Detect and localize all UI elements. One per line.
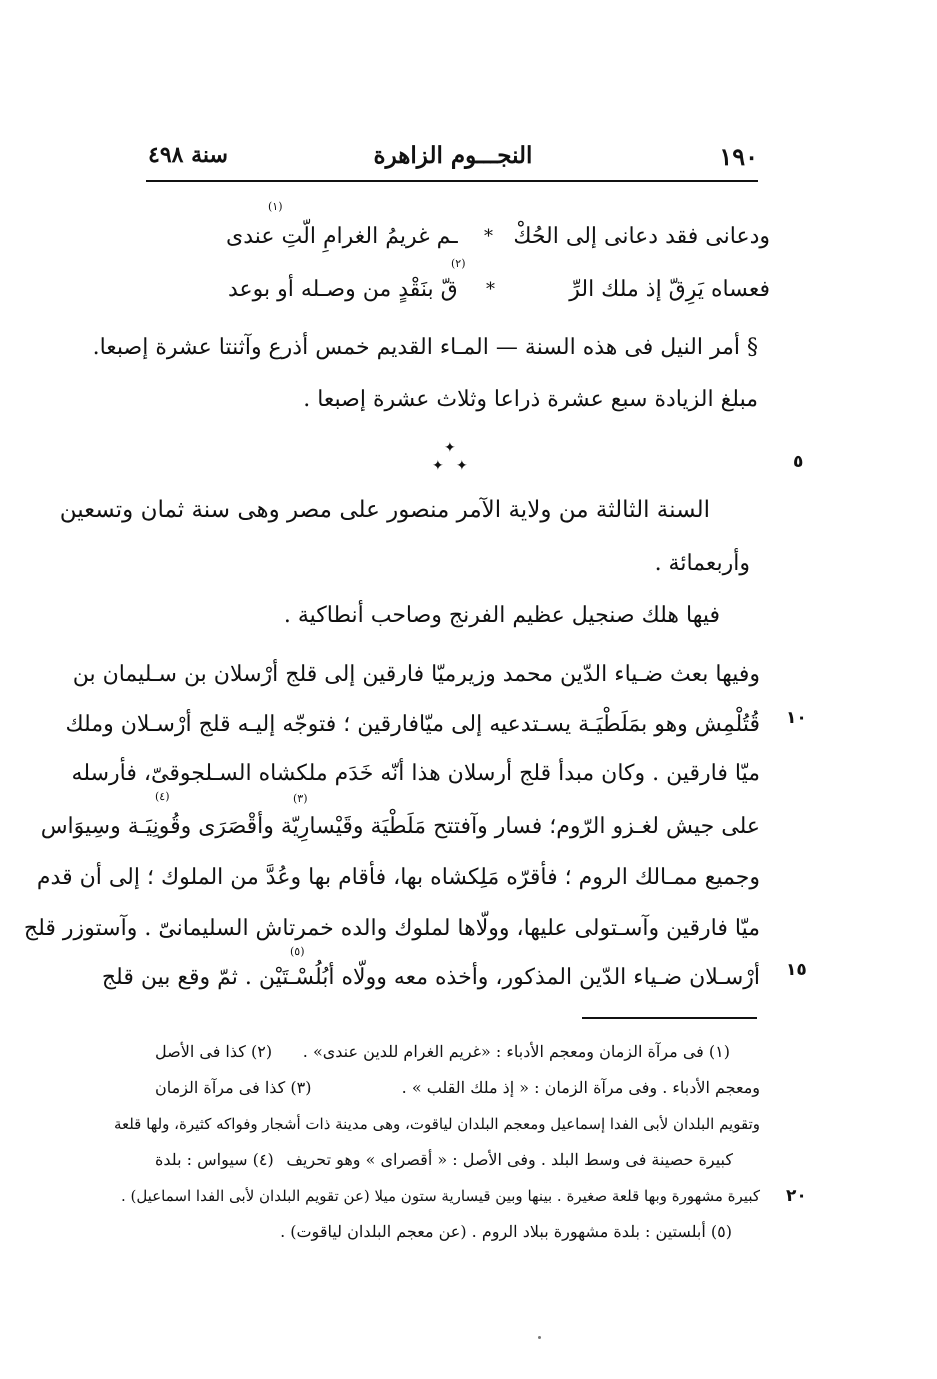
section-stars <box>432 440 472 480</box>
nile-line-2: مبلغ الزيادة سبع عشرة ذراعا وثلاث عشرة إصبعا . <box>303 387 758 412</box>
footnote-line-1 <box>155 1040 730 1066</box>
paragraph-2-line-5: وجميع ممـالك الروم ؛ فأقرّه مَلِكشاه بها، فأقام بها وعُدَّ من الملوك ؛ إلى أن قدم <box>36 865 760 890</box>
footnote-mark-3: (٣) <box>293 792 308 805</box>
running-year: سنة ٤٩٨ <box>148 142 228 168</box>
star-right: ✦ <box>456 458 468 474</box>
footnote-line-2 <box>155 1076 760 1102</box>
verse-1-first-hemistich: ودعانى فقد دعانى إلى الحُكْ <box>513 224 770 249</box>
footnote-2-end: ومعجم الأدباء . وفى مرآة الزمان : « إذ ملك القلب » . <box>401 1078 760 1097</box>
footnote-line-5: كبيرة مشهورة وبها قلعة صغيرة . بينها وبين قيسارية ستون ميلا (عن تقويم البلدان لأبى الفدا اسماعيل) . <box>120 1187 760 1205</box>
nile-line-1: § أمر النيل فى هذه السنة — المـاء القديم خمس أذرع وآثنتا عشرة إصبعا. <box>92 335 758 360</box>
paragraph-1: فيها هلك صنجيل عظيم الفرنج وصاحب أنطاكية . <box>283 603 720 628</box>
margin-line-number: ٢٠ <box>786 1186 807 1206</box>
verse-2-first-hemistich: فعساه يَرِقّ إذ ملك الرِّ <box>569 277 770 302</box>
header-rule <box>146 180 758 182</box>
paragraph-2-line-2: قُتُلْمِش وهو بمَلَطْيَـة يسـتدعيه إلى ميّافارقين ؛ فتوجّه إليـه قلج أرْسـلان وملك <box>65 712 760 737</box>
footnote-1: (١) فى مرآة الزمان ومعجم الأدباء : «غريم الغرام للدين عندى» . <box>302 1042 730 1061</box>
margin-line-number: ١٥ <box>786 960 807 980</box>
footnote-mark-1: (١) <box>268 200 283 213</box>
margin-line-number: ١٠ <box>786 708 807 728</box>
star-left: ✦ <box>432 458 444 474</box>
paragraph-2-line-4: على جيش لغـزو الرّوم؛ فسار وآفتتح مَلَطْيَة وقَيْسارِيّة وأقْصَرَى وقُونِيَـة وسِيوَاس <box>40 814 760 839</box>
paragraph-2-line-1: وفيها بعث ضـياء الدّين محمد وزيرميّا فارقين إلى قلج أرْسلان بن سـليمان بن <box>72 662 760 687</box>
footnote-rule <box>582 1017 757 1019</box>
paragraph-2-line-6: ميّا فارقين وآسـتولى عليها، وولّاها لملوك والده خمرتاش السليمانىّ . وآستوزر قلج <box>23 916 760 941</box>
paper-speck <box>538 1336 541 1339</box>
footnote-3-start: (٣) كذا فى مرآة الزمان <box>155 1078 312 1097</box>
footnote-5: (٥) أبلستين : بلدة مشهورة ببلاد الروم . (عن معجم البلدان لياقوت) . <box>280 1222 732 1241</box>
footnote-2-start: (٢) كذا فى الأصل <box>155 1042 273 1061</box>
footnote-4-start: (٤) سيواس : بلدة <box>155 1150 274 1169</box>
footnote-line-3: وتقويم البلدان لأبى الفدا إسماعيل ومعجم البلدان لياقوت، وهى مدينة ذات أشجار وفواكه كثيرة، ولها قلعة <box>113 1115 760 1133</box>
verse-separator: * <box>486 279 495 300</box>
footnote-3-end: كبيرة حصينة فى وسط البلد . وفى الأصل : « أقصراى » وهو تحريف <box>286 1150 733 1169</box>
footnote-mark-5: (٥) <box>290 945 305 958</box>
verse-2-second-hemistich: قّ بنَقْدٍ من وصـله أو بوعد <box>228 277 458 302</box>
paragraph-2-line-7: أرْسـلان ضـياء الدّين المذكور، وأخذه معه وولّاه أبُلُسْـتَيْن . ثمّ وقع بين قلج <box>101 965 760 990</box>
star-top: ✦ <box>444 440 456 456</box>
verse-1-second-hemistich: ـم غريمُ الغرامِ الّتِ عندى <box>226 224 458 249</box>
footnote-line-4 <box>155 1148 733 1174</box>
footnote-mark-2: (٢) <box>451 257 466 270</box>
verse-2 <box>228 275 770 307</box>
footnote-mark-4: (٤) <box>155 790 170 803</box>
page-number: ١٩٠ <box>719 142 758 171</box>
page-header <box>148 142 758 178</box>
paragraph-2-line-3: ميّا فارقين . وكان مبدأ قلج أرسلان هذا أنّه خَدَم ملكشاه السـلجوقىّ، فأرسله <box>71 761 760 786</box>
verse-1 <box>226 222 770 254</box>
year-heading-line-1: السنة الثالثة من ولاية الآمر منصور على مصر وهى سنة ثمان وتسعين <box>59 497 710 523</box>
margin-line-number: ٥ <box>793 452 804 472</box>
running-title: النجـــوم الزاهرة <box>373 142 533 169</box>
verse-separator: * <box>484 226 493 247</box>
year-heading-line-2: وأربعمائة . <box>654 551 750 576</box>
